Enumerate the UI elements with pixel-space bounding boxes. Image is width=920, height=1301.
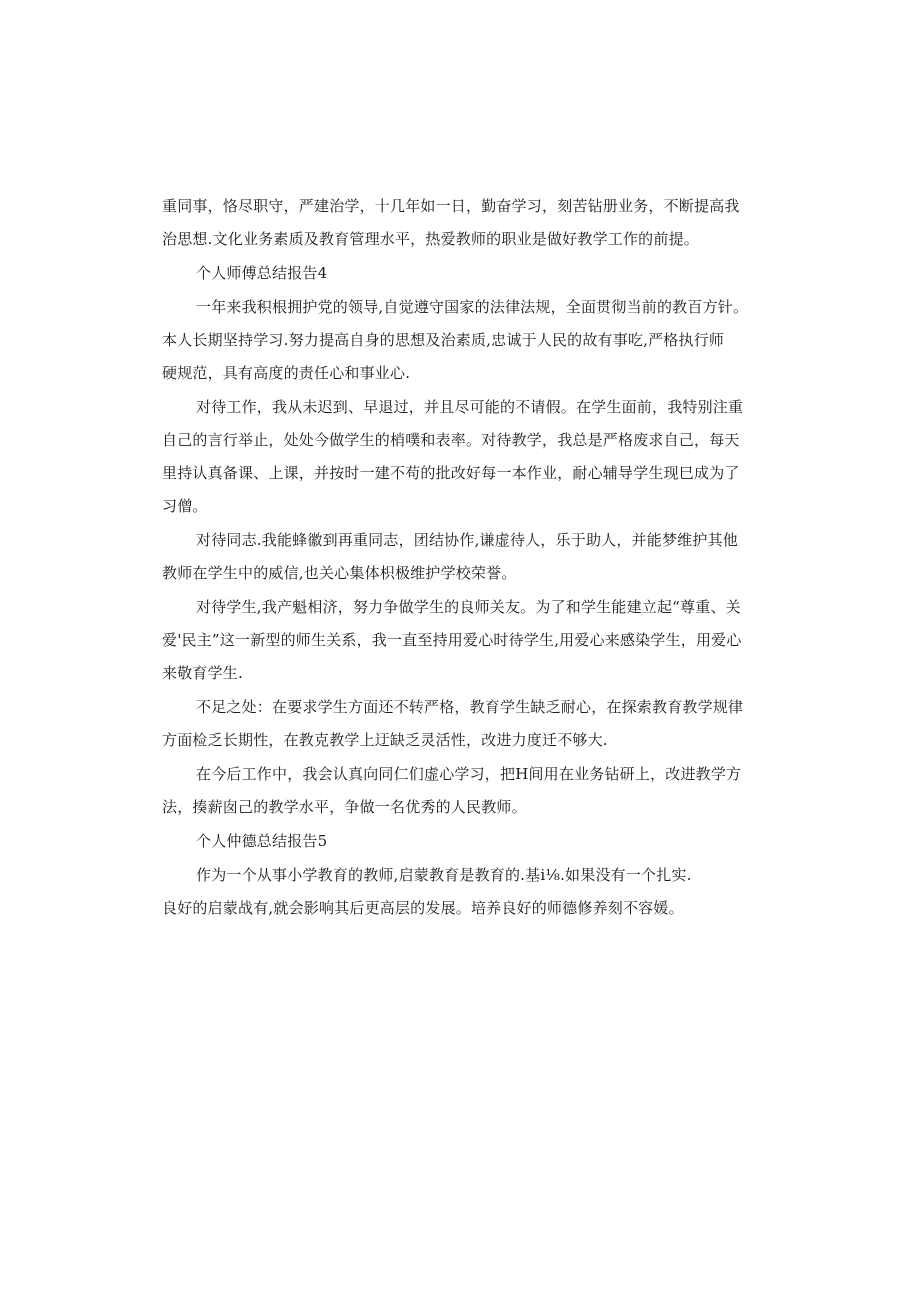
text-line: 教师在学生中的威信,也关心集体枳极维护学校荣誉。 xyxy=(162,564,517,582)
text-line: 对待同志.我能蜂徽到再重同志，团结协作,谦虚待人，乐于助人，并能梦维护其他 xyxy=(196,531,738,549)
paragraph xyxy=(162,697,762,750)
text-line: 不足之处：在要求学生方面还不转严格，教育学生缺乏耐心，在探索教育教学规律 xyxy=(196,698,744,716)
paragraph xyxy=(162,196,762,249)
paragraph xyxy=(162,764,762,817)
text-line: 重同事，恪尽职守，严建治学，十几年如一日，勤奋学习，刻苦钻册业务，不断提高我 xyxy=(162,197,740,215)
paragraph xyxy=(162,397,762,516)
text-line: 对待工作，我从未迟到、早退过，并且尽可能的不请假。在学生面前，我特别注重 xyxy=(196,398,744,416)
text-line: 爱'民主”这一新型的师生关系，我一直至持用爱心时待学生,用爱心来感染学生，用爱心 xyxy=(162,631,742,649)
paragraph xyxy=(162,530,762,583)
text-line: 良好的启蒙战有,就会影响其后更高层的发展。培养良好的师德修养刻不容媛。 xyxy=(162,899,684,917)
text-line: 法，揍薪囱己的教学水平，争做一名优秀的人民教师。 xyxy=(162,798,527,816)
text-line: 自己的言行举止，处处今做学生的梢噗和表率。对待教学，我总是严格废求自己，每天 xyxy=(162,431,740,449)
section-heading xyxy=(162,263,762,283)
paragraph xyxy=(162,297,762,383)
text-line: 习僧。 xyxy=(162,497,208,515)
document-page xyxy=(162,196,762,918)
text-line: 治思想.文化业务素质及教育管理水平，热爱教师的职业是做好教学工作的前提。 xyxy=(162,230,699,248)
heading-text: 个人仲德总结报告5 xyxy=(196,832,328,850)
section-heading xyxy=(162,831,762,851)
paragraph xyxy=(162,597,762,683)
text-line: 作为一个从事小学教育的教师,启蒙教育是教育的.基i⅛.如果没有一个扎实. xyxy=(196,866,692,884)
text-line: 一年来我积根拥护党的领导,自觉遵守国家的法律法规，全面贯彻当前的教百方针。 xyxy=(196,298,749,316)
text-line: 硬规范，具有高度的责任心和事业心. xyxy=(162,364,411,382)
text-line: 里持认真备课、上课，并按时一建不苟的批改好每一本作业，耐心辅导学生现巳成为了 xyxy=(162,464,740,482)
text-line: 本人长期坚持学习.努力提高自身的思想及治素质,忠诚于人民的故有事吃,严格执行师 xyxy=(162,331,725,349)
text-line: 在今后工作中，我会认真向同仁们虚心学习，把H间用在业务钻研上，改进教学方 xyxy=(196,765,742,783)
text-line: 方面检乏长期性，在教克教学上迂缺乏灵活性，改进力度迁不够大. xyxy=(162,731,608,749)
text-line: 来敬育学生. xyxy=(162,664,243,682)
heading-text: 个人师傅总结报告4 xyxy=(196,264,328,282)
paragraph xyxy=(162,865,762,918)
text-line: 对待学生,我产魁相济，努力争做学生的良师关友。为了和学生能建立起“尊重、关 xyxy=(196,598,741,616)
